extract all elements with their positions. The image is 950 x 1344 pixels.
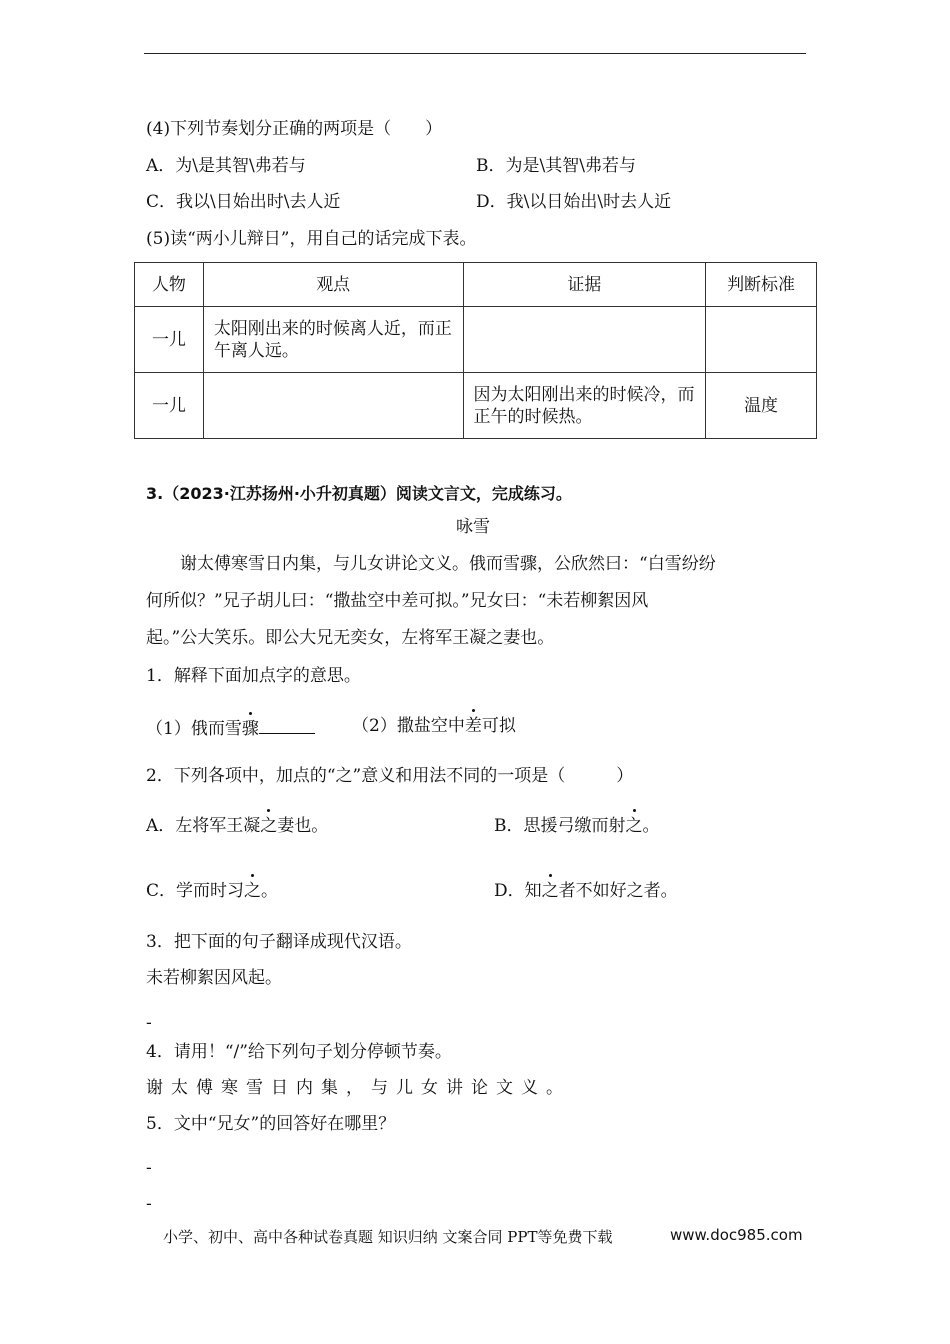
table-row [135,307,817,373]
dotted-char: 骤 [241,719,259,739]
option-text: A．左将军王凝 [146,816,261,836]
option-text: 者不如好之者。 [558,881,678,901]
table-cell: 温度 [706,373,817,439]
q4-option-d: D．我\以日始出\时去人近 [476,192,672,212]
dotted-char: 之 [625,816,643,836]
sub1-item2-text: （2）撒盐空中 [352,716,465,736]
dotted-char: 之 [244,881,262,901]
q5-stem: (5)读“两小儿辩日”，用自己的话完成下表。 [146,229,477,249]
answer-blank[interactable] [259,715,315,734]
table-cell: 一儿 [135,373,204,439]
table-cell-empty[interactable] [203,373,463,439]
passage-line: 起。”公大笑乐。即公大兄无奕女，左将军王凝之妻也。 [146,628,555,648]
table-header-row [135,263,817,307]
sub4-sentence: 谢太傅寒雪日内集，与儿女讲论文义。 [146,1078,571,1098]
sub3-stem: 3．把下面的句子翻译成现代汉语。 [146,932,412,952]
table-header-cell: 人物 [135,263,204,307]
answer-line-marker: - [146,1194,152,1214]
sub2-option-c [146,880,278,902]
q4-stem: (4)下列节奏划分正确的两项是（ ） [146,119,443,139]
sub5-stem: 5．文中“兄女”的回答好在哪里？ [146,1114,396,1134]
option-text: 。 [261,881,279,901]
option-text: B．思援弓缴而射 [494,816,626,836]
dotted-char: 之 [260,816,278,836]
header-rule [144,53,806,54]
answer-line-marker: - [146,1158,152,1178]
dotted-char: 差 [464,716,482,736]
table-header-cell: 证据 [463,263,706,307]
footer-url[interactable]: www.doc985.com [670,1226,803,1244]
footer-text: 小学、初中、高中各种试卷真题 知识归纳 文案合同 PPT等免费下载 [163,1228,613,1246]
table-cell-empty[interactable] [463,307,706,373]
q4-option-b: B．为是\其智\弗若与 [476,156,636,176]
sub4-stem: 4．请用！“/”给下列句子划分停顿节奏。 [146,1042,452,1062]
sub1-item2 [352,715,516,737]
sub2-option-d [494,880,678,902]
option-text: 。 [642,816,660,836]
passage-line: 何所似？”兄子胡儿曰：“撒盐空中差可拟。”兄女曰：“未若柳絮因风 [146,591,649,611]
sub1-item1-text: （1）俄而雪 [146,719,242,739]
table-cell: 因为太阳刚出来的时候冷，而正午的时候热。 [463,373,706,439]
passage-line: 谢太傅寒雪日内集，与儿女讲论文义。俄而雪骤，公欣然曰：“白雪纷纷 [180,554,716,574]
option-text: C．学而时习 [146,881,245,901]
q4-option-c: C．我以\日始出时\去人近 [146,192,341,212]
table-header-cell: 观点 [203,263,463,307]
problem3-heading: 3.（2023·江苏扬州·小升初真题）阅读文言文，完成练习。 [146,484,572,503]
q4-option-a: A．为\是其智\弗若与 [146,156,306,176]
option-text: D．知 [494,881,542,901]
passage-title: 咏雪 [456,517,490,537]
sub2-option-a [146,815,328,837]
answer-table [134,262,817,439]
sub2-stem: 2．下列各项中，加点的“之”意义和用法不同的一项是（ ） [146,766,634,786]
sub1-item1 [146,715,315,740]
table-cell: 一儿 [135,307,204,373]
dotted-char: 之 [541,881,559,901]
sub1-stem: 1．解释下面加点字的意思。 [146,666,361,686]
option-text: 妻也。 [277,816,329,836]
table-header-cell: 判断标准 [706,263,817,307]
sub2-option-b [494,815,660,837]
table-row [135,373,817,439]
sub1-item2-text-post: 可拟 [481,716,516,736]
sub3-sentence: 未若柳絮因风起。 [146,968,282,988]
answer-line-marker: - [146,1013,152,1033]
table-cell-empty[interactable] [706,307,817,373]
table-cell: 太阳刚出来的时候离人近，而正午离人远。 [203,307,463,373]
